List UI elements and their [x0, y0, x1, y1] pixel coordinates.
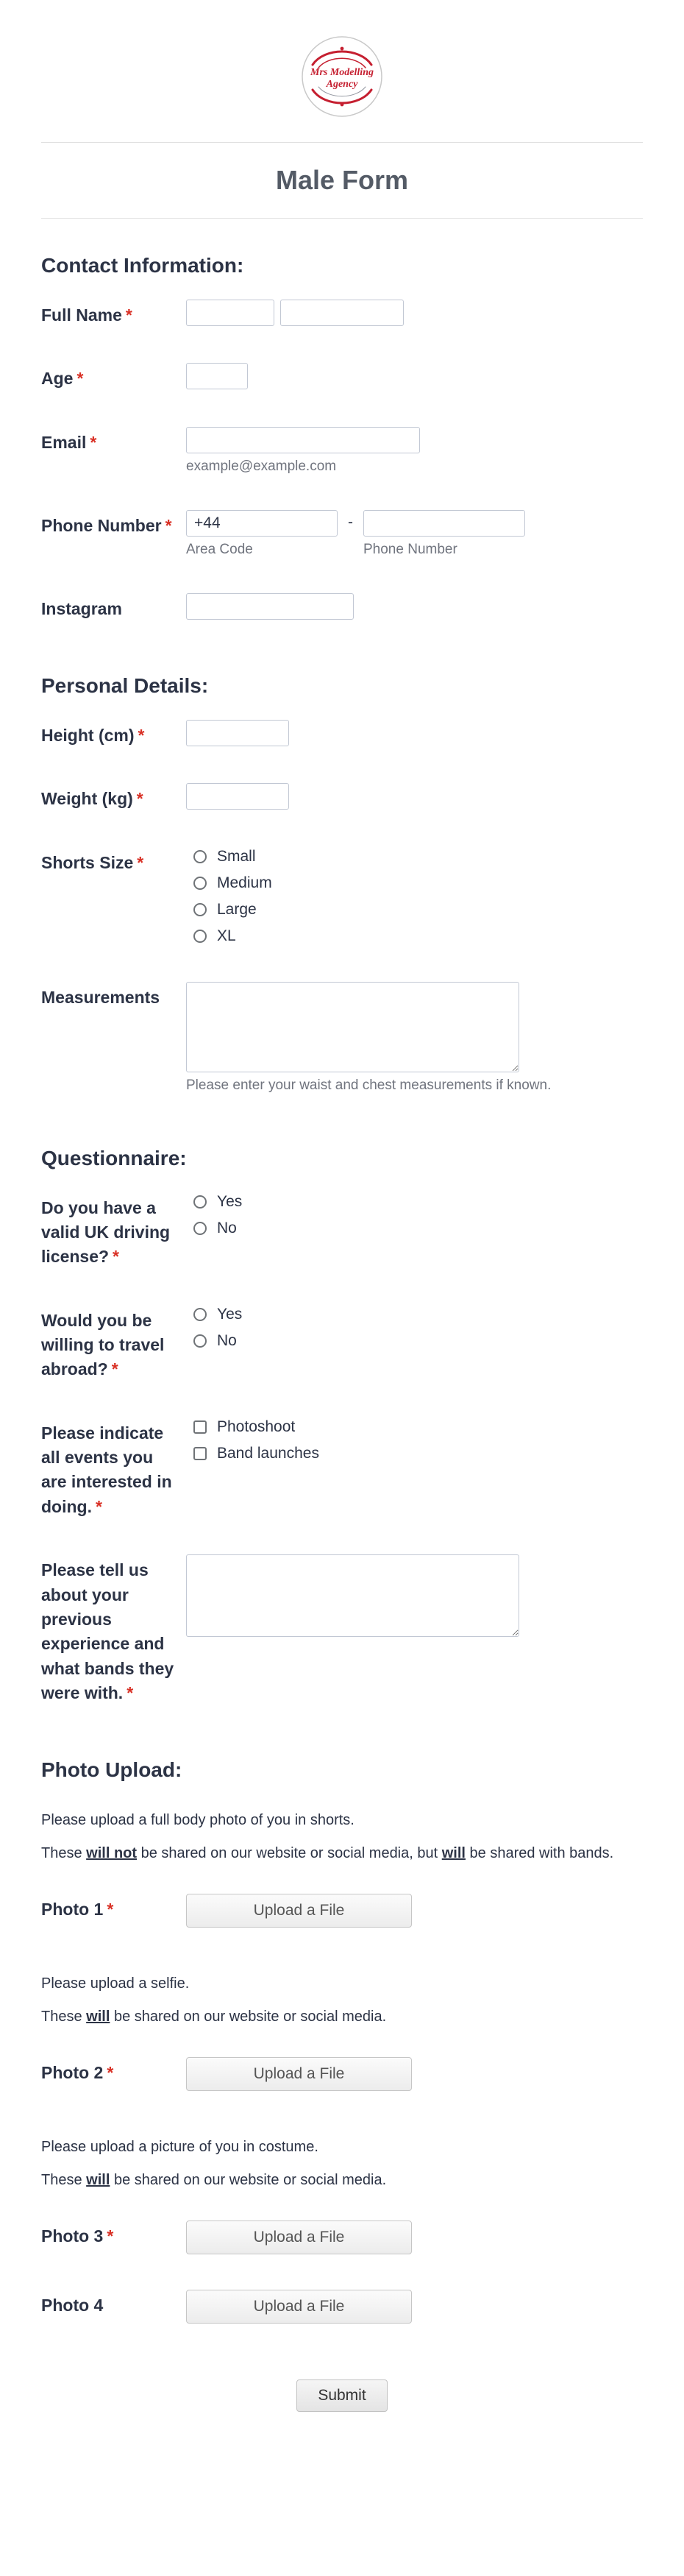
measurements-hint: Please enter your waist and chest measurements if known. [186, 1077, 552, 1093]
photo-selfie-note: These will be shared on our website or social media. [41, 2009, 387, 2025]
option-label[interactable]: No [217, 1332, 237, 1350]
required-star: * [107, 2063, 114, 2083]
form-title: Male Form [275, 165, 409, 195]
email-label: Email * [41, 432, 97, 452]
row-weight [41, 765, 643, 829]
area-code-sublabel: Area Code [186, 541, 253, 557]
option-label[interactable]: Small [217, 848, 256, 866]
full-name-label: Full Name * [41, 305, 132, 325]
experience-textarea[interactable] [186, 1554, 519, 1637]
required-star: * [90, 432, 97, 452]
age-label: Age * [41, 369, 84, 389]
option-label[interactable]: Photoshoot [217, 1418, 296, 1436]
row-travel-abroad [41, 1287, 643, 1400]
row-experience [41, 1537, 643, 1723]
photo-1-label: Photo 1 * [41, 1900, 114, 1919]
experience-label: Please tell us about your previous experience and what bands they were with. * [41, 1560, 174, 1702]
required-star: * [138, 726, 145, 746]
required-star: * [95, 1496, 102, 1516]
age-input[interactable] [186, 363, 248, 389]
email-input[interactable] [186, 427, 420, 453]
row-phone [41, 492, 643, 576]
row-photo-1 [41, 1876, 643, 1945]
option-label[interactable]: Large [217, 901, 257, 919]
row-driving-license [41, 1175, 643, 1287]
driving-license-label: Do you have a valid UK driving license? * [41, 1197, 171, 1267]
events-option-band-launches[interactable] [193, 1444, 643, 1464]
photo-3-upload-button[interactable]: Upload a File [186, 2221, 412, 2254]
header-divider-bottom [41, 218, 643, 219]
option-label[interactable]: XL [217, 927, 236, 945]
option-label[interactable]: Yes [217, 1193, 243, 1211]
required-star: * [165, 515, 172, 535]
shorts-size-radio-medium[interactable] [193, 877, 207, 890]
required-star: * [136, 789, 143, 809]
shorts-size-radio-large[interactable] [193, 903, 207, 916]
submit-button[interactable]: Submit [296, 2379, 387, 2412]
events-label: Please indicate all events you are interested in doing. * [41, 1423, 172, 1516]
photo-4-label: Photo 4 [41, 2296, 104, 2315]
shorts-size-option-large[interactable] [193, 900, 643, 920]
photo-costume-intro: Please upload a picture of you in costume. [41, 2139, 318, 2156]
phone-number-input[interactable] [363, 510, 525, 537]
logo-text-line2: Agency [326, 79, 358, 90]
option-label[interactable]: Band launches [217, 1445, 319, 1462]
instagram-input[interactable] [186, 593, 354, 620]
license-option-no[interactable] [193, 1219, 643, 1239]
shorts-size-option-xl[interactable] [193, 927, 643, 946]
section-heading-photo-upload: Photo Upload: [41, 1758, 182, 1782]
required-star: * [111, 1359, 118, 1379]
instagram-label: Instagram [41, 598, 122, 618]
section-heading-questionnaire: Questionnaire: [41, 1146, 187, 1170]
agency-logo [0, 34, 684, 142]
travel-radio-yes[interactable] [193, 1308, 207, 1321]
form-body [0, 254, 684, 2460]
license-option-yes[interactable] [193, 1192, 643, 1212]
photo-selfie-intro: Please upload a selfie. [41, 1975, 190, 1992]
photo-3-label: Photo 3 * [41, 2226, 114, 2246]
email-hint: example@example.com [186, 458, 337, 474]
option-label[interactable]: No [217, 1220, 237, 1237]
row-measurements [41, 964, 643, 1111]
phone-number-sublabel: Phone Number [363, 541, 457, 557]
row-email [41, 409, 643, 492]
section-heading-personal: Personal Details: [41, 674, 209, 698]
shorts-size-radio-small[interactable] [193, 850, 207, 863]
weight-label: Weight (kg) * [41, 789, 143, 809]
shorts-size-option-small[interactable] [193, 847, 643, 867]
height-input[interactable] [186, 720, 289, 746]
photo-4-upload-button[interactable]: Upload a File [186, 2290, 412, 2324]
travel-option-yes[interactable] [193, 1305, 643, 1325]
row-height [41, 702, 643, 765]
photo-body-intro: Please upload a full body photo of you in shorts. [41, 1812, 355, 1829]
photo-body-note: These will not be shared on our website or social media, but will be shared with bands. [41, 1845, 614, 1862]
first-name-input[interactable] [186, 300, 274, 326]
row-photo-3 [41, 2203, 643, 2272]
travel-option-no[interactable] [193, 1331, 643, 1351]
travel-radio-no[interactable] [193, 1334, 207, 1348]
option-label[interactable]: Yes [217, 1306, 243, 1323]
photo-2-upload-button[interactable]: Upload a File [186, 2057, 412, 2091]
submit-area [41, 2379, 643, 2425]
row-age [41, 345, 643, 408]
area-code-input[interactable] [186, 510, 338, 537]
required-star: * [137, 852, 144, 872]
photo-1-upload-button[interactable]: Upload a File [186, 1894, 412, 1928]
row-full-name [41, 282, 643, 345]
row-photo-2 [41, 2039, 643, 2109]
required-star: * [127, 1682, 134, 1702]
license-radio-yes[interactable] [193, 1195, 207, 1209]
section-heading-contact: Contact Information: [41, 254, 244, 277]
phone-label: Phone Number * [41, 515, 172, 535]
form-header [0, 0, 684, 219]
phone-separator: - [348, 513, 353, 531]
photo-costume-note: These will be shared on our website or social media. [41, 2172, 387, 2189]
required-star: * [113, 1247, 119, 1267]
height-label: Height (cm) * [41, 726, 145, 746]
required-star: * [76, 369, 84, 389]
events-checkbox-band-launches[interactable] [193, 1447, 207, 1460]
agency-logo-icon [299, 34, 385, 119]
row-shorts-size [41, 829, 643, 964]
events-checkbox-photoshoot[interactable] [193, 1420, 207, 1434]
required-star: * [107, 1900, 114, 1919]
measurements-textarea[interactable] [186, 982, 519, 1072]
row-photo-4 [41, 2272, 643, 2341]
row-instagram [41, 576, 643, 639]
license-radio-no[interactable] [193, 1222, 207, 1235]
last-name-input[interactable] [280, 300, 404, 326]
shorts-size-label: Shorts Size * [41, 852, 144, 872]
row-events [41, 1400, 643, 1537]
photo-2-label: Photo 2 * [41, 2063, 114, 2083]
logo-text-line1: Mrs Modelling [310, 67, 374, 78]
option-label[interactable]: Medium [217, 874, 272, 892]
travel-abroad-label: Would you be willing to travel abroad? * [41, 1310, 165, 1379]
required-star: * [107, 2226, 114, 2246]
required-star: * [125, 305, 132, 325]
events-option-photoshoot[interactable] [193, 1418, 643, 1437]
shorts-size-radio-xl[interactable] [193, 930, 207, 943]
weight-input[interactable] [186, 783, 289, 810]
shorts-size-option-medium[interactable] [193, 874, 643, 894]
measurements-label: Measurements [41, 987, 160, 1007]
